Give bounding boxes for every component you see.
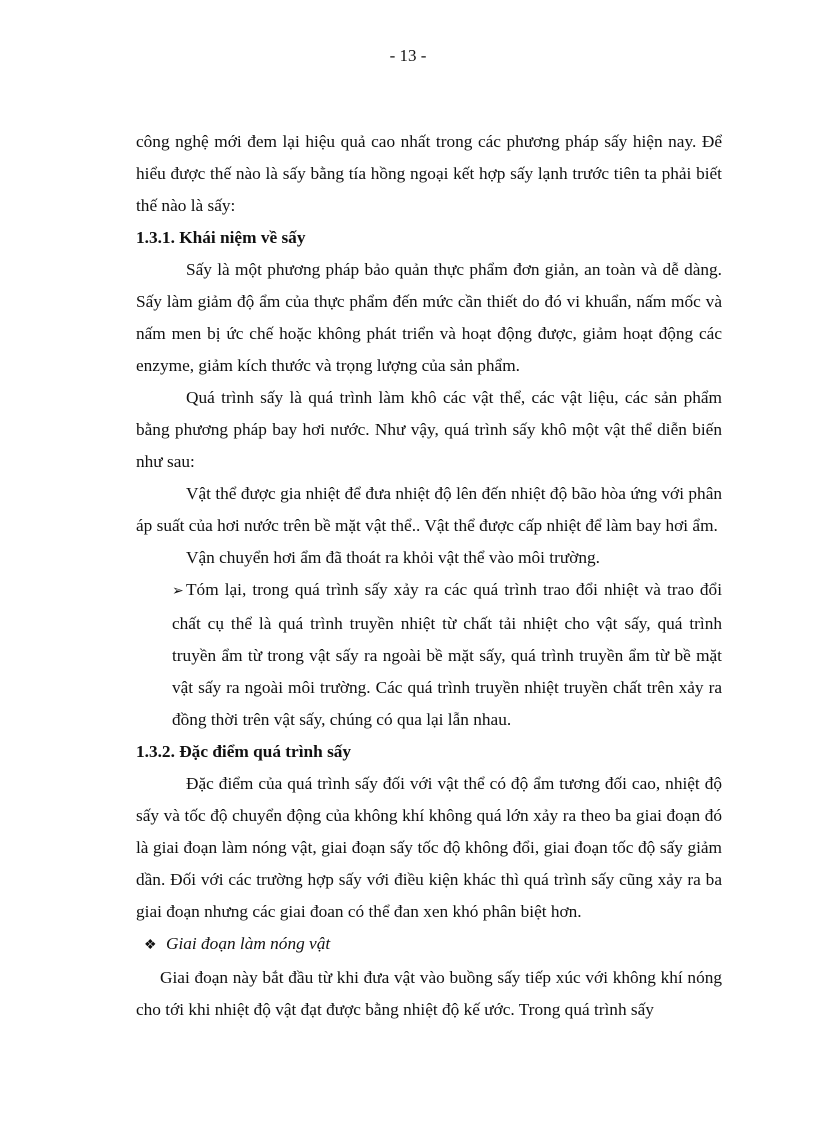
summary-bullet: [136, 574, 722, 736]
paragraph-drying-characteristics: Đặc điểm của quá trình sấy đối với vật thể có độ ẩm tương đối cao, nhiệt độ sấy và tốc độ chuyển động của không khí không quá lớn xảy ra theo ba giai đoạn đó là giai đoạn làm nóng vật, giai đoạn sấy tốc độ không đổi, giai đoạn tốc độ sấy giảm dần. Đối với các trường hợp sấy với điều kiện khác thì quá trình sấy cũng xảy ra ba giai đoạn nhưng các giai đoan có thể đan xen khó phân biệt hơn.: [136, 774, 722, 921]
section-heading-1-3-2: 1.3.2. Đặc điểm quá trình sấy: [136, 742, 352, 761]
summary-text: Tóm lại, trong quá trình sấy xảy ra các quá trình trao đổi nhiệt và trao đổi chất cụ thể là quá trình truyền nhiệt từ chất tải nhiệt cho vật sấy, quá trình truyền ẩm từ trong vật sấy ra ngoài bề mặt sấy, quá trình truyền ẩm từ bề mặt vật sấy ra ngoài môi trường. Các quá trình truyền nhiệt truyền chất trên xảy ra đồng thời trên vật sấy, chúng có qua lại lẫn nhau.: [172, 580, 722, 729]
intro-paragraph: công nghệ mới đem lại hiệu quả cao nhất trong các phương pháp sấy hiện nay. Để hiểu được thế nào là sấy bằng tía hồng ngoại kết hợp sấy lạnh trước tiên ta phải biết thế nào là sấy:: [136, 132, 722, 215]
paragraph-vapor-transport: Vận chuyển hơi ẩm đã thoát ra khỏi vật thể vào môi trường.: [186, 548, 600, 567]
page-number: - 13 -: [389, 46, 427, 65]
page-content: [136, 126, 722, 1026]
arrow-bullet-icon: ➢: [172, 584, 184, 599]
subheading-text: Giai đoạn làm nóng vật: [166, 934, 331, 953]
section-heading-1-3-1: 1.3.1. Khái niệm về sấy: [136, 228, 306, 247]
subheading-heating-stage: [136, 928, 722, 962]
paragraph-heating-step: Vật thể được gia nhiệt để đưa nhiệt độ lên đến nhiệt độ bão hòa ứng với phân áp suất của hơi nước trên bề mặt vật thể.. Vật thể được cấp nhiệt để làm bay hơi ẩm.: [136, 484, 722, 535]
paragraph-heating-stage: Giai đoạn này bắt đầu từ khi đưa vật vào buồng sấy tiếp xúc với không khí nóng cho tới khi nhiệt độ vật đạt được bằng nhiệt độ kế ước. Trong quá trình sấy: [136, 968, 722, 1019]
paragraph-drying-process: Quá trình sấy là quá trình làm khô các vật thể, các vật liệu, các sản phẩm bằng phương pháp bay hơi nước. Như vậy, quá trình sấy khô một vật thể diễn biến như sau:: [136, 388, 722, 471]
paragraph-drying-definition: Sấy là một phương pháp bảo quản thực phẩm đơn giản, an toàn và dễ dàng. Sấy làm giảm độ ẩm của thực phẩm đến mức cần thiết do đó vi khuẩn, nấm mốc và nấm men bị ức chế hoặc không phát triển và hoạt động được, giảm hoạt động các enzyme, giảm kích thước và trọng lượng của sản phẩm.: [136, 260, 722, 375]
diamond-bullet-icon: ❖: [144, 938, 157, 953]
